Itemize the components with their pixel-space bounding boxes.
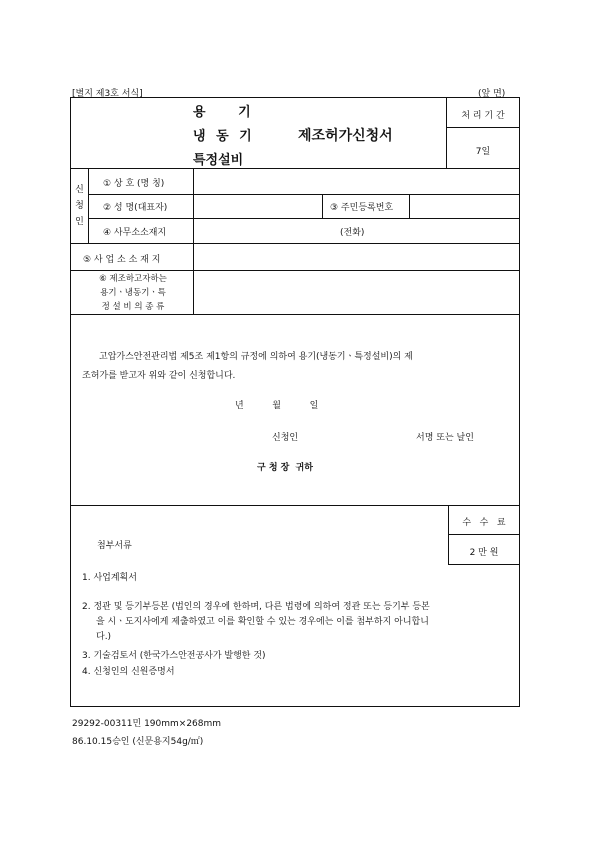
office-address-field[interactable] (195, 220, 517, 241)
title-item-container-label: 용 기 (193, 105, 265, 120)
product-kind-label (80, 272, 186, 314)
business-site-label: ⑤ 사 업 소 소 재 지 (83, 255, 161, 265)
applicant-group-label (71, 182, 88, 230)
attachment-item-2-line-2: 을 시ㆍ도지사에게 제출하였고 이를 확인할 수 있는 경우에는 이를 첨부하지 아니합니 (96, 617, 429, 627)
attachment-item-3: 3. 기술검토서 (한국가스안전공사가 발행한 것) (82, 651, 266, 661)
business-site-field[interactable] (195, 245, 517, 268)
application-date: 년 월 일 (235, 401, 319, 411)
title-item-special-equipment-label: 특정설비 (193, 153, 244, 168)
title-item-refrigerator-label: 냉 동 기 (193, 129, 255, 144)
applicant-label-char-1: 신 (75, 185, 84, 195)
representative-name-label: ② 성 명(대표자) (103, 203, 168, 213)
fee-label: 수 수 료 (462, 518, 506, 528)
attachments-title: 첨부서류 (97, 541, 132, 551)
resident-number-field[interactable] (411, 196, 517, 216)
product-kind-field[interactable] (195, 272, 517, 312)
attachment-item-2-line-3: 다.) (96, 632, 112, 642)
signature-seal-label: 서명 또는 날인 (416, 433, 474, 443)
processing-period-label: 처 리 기 간 (461, 111, 505, 121)
trade-name-label: ① 상 호 (명 칭) (103, 179, 165, 189)
form-number: [별지 제3호 서식] (72, 89, 143, 99)
product-kind-label-line-3: 정 설 비 의 종 류 (101, 302, 165, 312)
product-kind-label-line-1: ⑥ 제조하고자하는 (99, 274, 167, 284)
title-item-container (193, 101, 265, 173)
applicant-signature-label: 신청인 (272, 433, 299, 443)
processing-period-value: 7일 (475, 147, 491, 157)
page-title: 제조허가신청서 (298, 128, 393, 144)
footer-form-code: 29292-00311민 190mm×268mm (72, 719, 222, 729)
addressee: 구 청 장 귀하 (257, 463, 314, 473)
attachment-item-1: 1. 사업계획서 (82, 573, 137, 583)
phone-label: (전화) (340, 228, 365, 238)
declaration-line-1: 고압가스안전관리법 제5조 제1항의 규정에 의하여 용기(냉동기ㆍ특정설비)의 제 (99, 352, 413, 362)
applicant-label-char-2: 청 (75, 201, 84, 211)
product-kind-label-line-2: 용기ㆍ냉동기ㆍ특 (100, 288, 166, 298)
declaration-text (82, 348, 512, 386)
trade-name-field[interactable] (195, 170, 517, 192)
attachment-item-2 (82, 600, 514, 645)
attachment-item-4: 4. 신청인의 신원증명서 (82, 667, 175, 677)
office-address-label: ④ 사무소소재지 (103, 228, 167, 238)
resident-number-label: ③ 주민등록번호 (330, 203, 394, 213)
applicant-label-char-3: 인 (75, 217, 84, 227)
page-side: (앞 면) (478, 89, 506, 99)
representative-name-field[interactable] (195, 196, 320, 216)
fee-value: 2 만 원 (469, 548, 499, 558)
attachment-item-2-line-1: 2. 정관 및 등기부등본 (법인의 경우에 한하며, 다른 법령에 의하여 정관 또는 등기부 등본 (82, 602, 430, 612)
declaration-line-2: 조허가를 받고자 위와 같이 신청합니다. (82, 371, 236, 381)
footer-approval: 86.10.15승인 (신문용지54g/㎡) (72, 737, 204, 747)
